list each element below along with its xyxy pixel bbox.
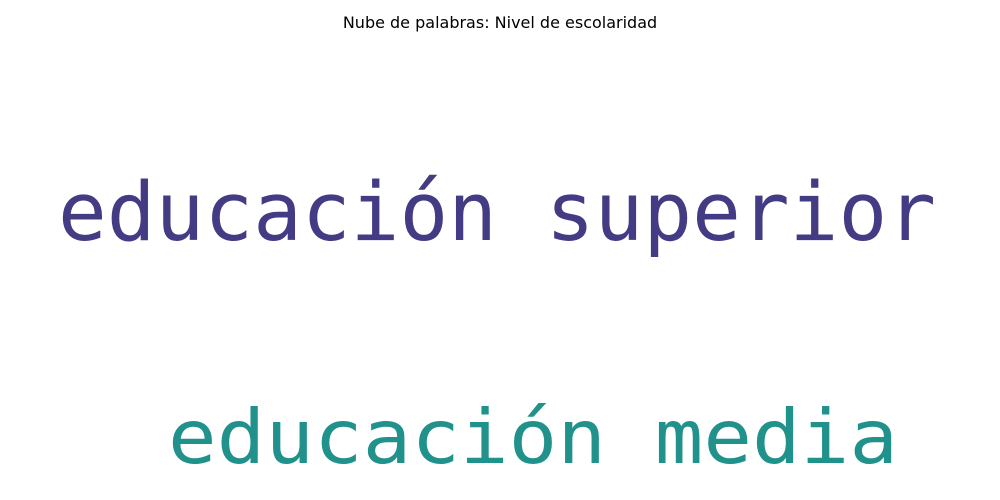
chart-title: Nube de palabras: Nivel de escolaridad <box>342 13 658 32</box>
word-educacion-superior: educación superior <box>58 166 936 260</box>
word-educacion-media: educación media <box>168 393 898 481</box>
